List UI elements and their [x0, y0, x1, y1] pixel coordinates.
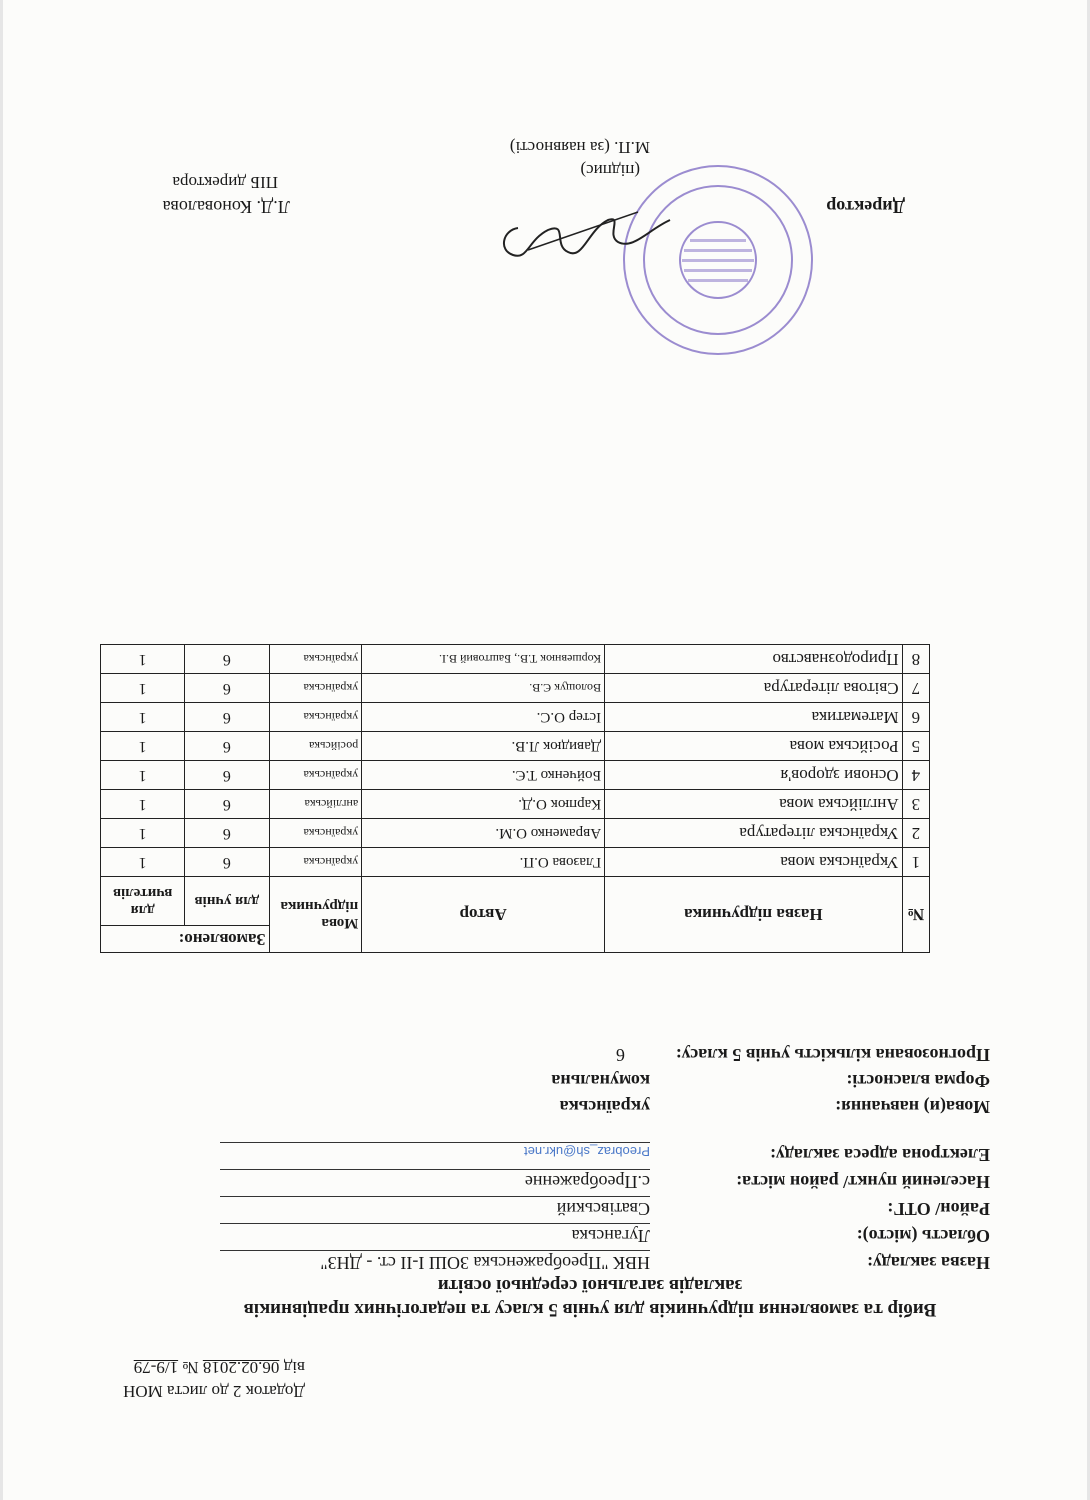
ownership-label: Форма власності: — [846, 1071, 990, 1091]
header-title: Назва підручника — [605, 877, 903, 953]
table-row — [101, 645, 930, 674]
row-students: 6 — [185, 761, 269, 790]
signature-caption: (підпис) — [580, 161, 640, 180]
header-ordered: Замовлено: — [101, 926, 270, 953]
row-language: українська — [269, 819, 362, 848]
annex-number: 1/9-79 — [133, 1358, 179, 1377]
row-teachers: 1 — [101, 645, 185, 674]
table-row — [101, 819, 930, 848]
row-author: Коршевнюк Т.В., Баштовий В.І. — [362, 645, 605, 674]
title-line-1: Вибір та замовлення підручників для учнів 5 класу та педагогічних працівників — [243, 1299, 937, 1320]
row-language: українська — [269, 761, 362, 790]
row-students: 6 — [185, 645, 269, 674]
row-students: 6 — [185, 703, 269, 732]
email-line — [220, 1142, 650, 1143]
row-author: Карпюк О.Д. — [362, 790, 605, 819]
row-title: Українська мова — [605, 848, 903, 877]
row-title: Англійська мова — [605, 790, 903, 819]
row-title: Основи здоров'я — [605, 761, 903, 790]
row-students: 6 — [185, 674, 269, 703]
email-label: Електрона адреса закладу: — [769, 1145, 990, 1165]
row-author: Істер О.С. — [362, 703, 605, 732]
director-name: Л.Д. Коновалова — [162, 197, 290, 217]
annex-line-1: Додаток 2 до листа МОН — [123, 1382, 305, 1401]
email-link[interactable]: Preobraz_sh@ukr.net — [524, 1144, 650, 1159]
row-teachers: 1 — [101, 703, 185, 732]
row-num: 2 — [902, 819, 929, 848]
row-language: українська — [269, 848, 362, 877]
region-value: Луганська — [571, 1226, 650, 1246]
row-students: 6 — [185, 790, 269, 819]
students-label: Прогнозована кількість учнів 5 класу: — [675, 1045, 990, 1065]
row-teachers: 1 — [101, 732, 185, 761]
header-language: Мова підручника — [269, 877, 362, 953]
district-value: Сватівський — [556, 1199, 650, 1219]
title-line-2: закладів загальної середньої освіти — [437, 1275, 743, 1296]
row-author: Авраменко О.М. — [362, 819, 605, 848]
row-language: українська — [269, 645, 362, 674]
students-value: 6 — [616, 1045, 625, 1065]
row-teachers: 1 — [101, 790, 185, 819]
row-num: 1 — [902, 848, 929, 877]
ownership-value: комунальна — [551, 1071, 650, 1091]
row-title: Математика — [605, 703, 903, 732]
district-label: Район/ ОТГ: — [887, 1199, 990, 1219]
language-label: Мова(и) навчання: — [835, 1097, 990, 1117]
row-students: 6 — [185, 732, 269, 761]
district-line — [220, 1196, 650, 1197]
row-language: українська — [269, 703, 362, 732]
name-label: Назва закладу: — [866, 1253, 990, 1273]
row-num: 8 — [902, 645, 929, 674]
language-value: українська — [559, 1097, 650, 1117]
region-label: Область (місто): — [856, 1226, 990, 1246]
table-row — [101, 848, 930, 877]
row-teachers: 1 — [101, 848, 185, 877]
annex-date: 06.02.2018 — [202, 1358, 280, 1377]
scan-edge-right — [0, 0, 3, 1500]
table-row — [101, 703, 930, 732]
table-row — [101, 761, 930, 790]
header-num: № — [902, 877, 929, 953]
director-caption: ПІБ директора — [172, 173, 278, 192]
row-language: російська — [269, 732, 362, 761]
header-author: Автор — [362, 877, 605, 953]
row-teachers: 1 — [101, 674, 185, 703]
settlement-label: Населений пункт/ район міста: — [736, 1172, 990, 1192]
row-author: Волощук Є.В. — [362, 674, 605, 703]
name-value: НВК "Преображенська ЗОШ І-ІІ ст. - ДНЗ" — [320, 1253, 650, 1273]
header-for-teachers: для вчителів — [101, 877, 185, 926]
row-title: Російська мова — [605, 732, 903, 761]
row-title: Світова література — [605, 674, 903, 703]
row-title: Природознавство — [605, 645, 903, 674]
row-students: 6 — [185, 848, 269, 877]
annex-line-2: від 06.02.2018 № 1/9-79 — [133, 1358, 305, 1377]
seal-caption: М.П. (за наявності) — [509, 138, 650, 157]
region-line — [220, 1223, 650, 1224]
row-num: 3 — [902, 790, 929, 819]
row-language: англійська — [269, 790, 362, 819]
director-role: Директор — [826, 197, 905, 217]
table-header-row — [101, 926, 930, 953]
table-row — [101, 732, 930, 761]
annex-note — [123, 1355, 305, 1403]
row-num: 7 — [902, 674, 929, 703]
header-for-students: для учнів — [185, 877, 269, 926]
row-num: 6 — [902, 703, 929, 732]
row-teachers: 1 — [101, 819, 185, 848]
director-signature — [488, 200, 678, 290]
row-num: 4 — [902, 761, 929, 790]
settlement-value: с.Преображенне — [524, 1172, 650, 1192]
table-row — [101, 790, 930, 819]
settlement-line — [220, 1169, 650, 1170]
document-title — [240, 1273, 940, 1321]
row-students: 6 — [185, 819, 269, 848]
row-author: Бойченко Т.Є. — [362, 761, 605, 790]
row-title: Українська література — [605, 819, 903, 848]
table-row — [101, 674, 930, 703]
row-author: Глазова О.П. — [362, 848, 605, 877]
row-author: Давидюк Л.В. — [362, 732, 605, 761]
textbooks-table — [100, 644, 930, 953]
row-language: українська — [269, 674, 362, 703]
row-teachers: 1 — [101, 761, 185, 790]
row-num: 5 — [902, 732, 929, 761]
name-line — [220, 1250, 650, 1251]
